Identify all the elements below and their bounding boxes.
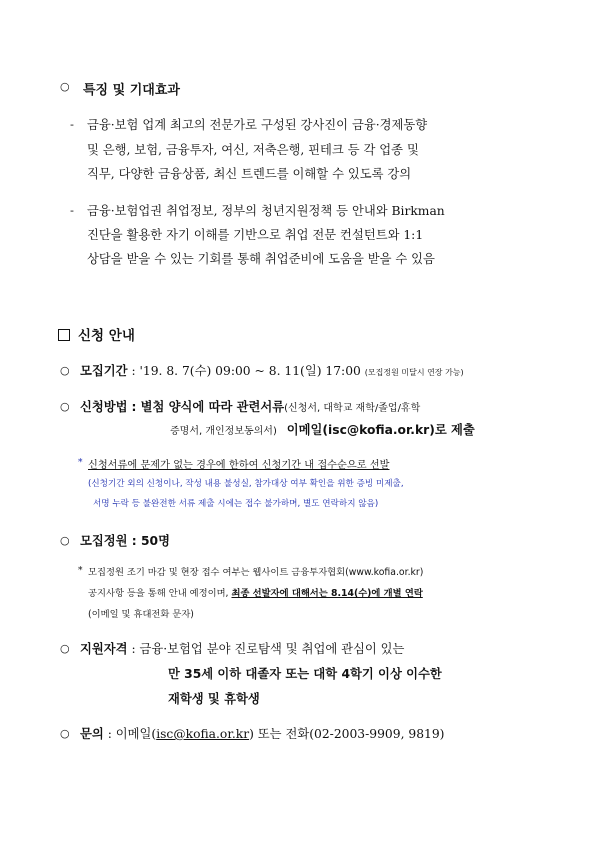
features-p2-line2: 진단을 활용한 자기 이해를 기반으로 취업 전문 컨설턴트와 1:1 — [87, 228, 424, 242]
circle-bullet: ○ — [60, 364, 70, 377]
eligibility-line3: 재학생 및 휴학생 — [168, 692, 260, 706]
eligibility-row — [80, 639, 404, 657]
contact-prefix: : 이메일( — [107, 727, 157, 741]
period-label: 모집기간 — [80, 364, 128, 378]
asterisk-bullet: * — [78, 458, 83, 468]
features-p1-line2: 및 은행, 보험, 금융투자, 여신, 저축은행, 핀테크 등 각 업종 및 — [87, 143, 419, 157]
method-label: 신청방법 — [80, 400, 128, 414]
contact-email-link[interactable]: isc@kofia.or.kr — [156, 727, 250, 741]
note1-line3: 서명 누락 등 불완전한 서류 제출 시에는 접수 불가하며, 별도 연락하지 않음) — [93, 499, 379, 509]
method-value: : 별첨 양식에 따라 관련서류 — [131, 400, 285, 414]
circle-bullet: ○ — [60, 727, 70, 740]
circle-bullet: ○ — [60, 642, 70, 655]
contact-row — [80, 724, 444, 742]
features-p1-line3: 직무, 다양한 금융상품, 최신 트렌드를 이해할 수 있도록 강의 — [87, 167, 412, 181]
note1-line2: (신청기간 외의 신청이나, 작성 내용 불성실, 참가대상 여부 확인을 위한 증빙 미제출, — [88, 479, 404, 489]
checkbox-square-icon — [58, 329, 70, 341]
period-value: : '19. 8. 7(수) 09:00 ~ 8. 11(일) 17:00 — [131, 364, 361, 378]
method-docs-line1: (신청서, 대학교 재학/졸업/휴학 — [284, 403, 421, 414]
period-note: (모집정원 미달시 연장 가능) — [364, 368, 464, 377]
dash-bullet: - — [70, 204, 74, 217]
note2-line2 — [88, 585, 423, 599]
eligibility-line1: : 금융·보험업 분야 진로탐색 및 취업에 관심이 있는 — [131, 642, 405, 656]
note2-line2b: 최종 선발자에 대해서는 8.14(수)에 개별 연락 — [231, 588, 423, 599]
features-heading: 특징 및 기대효과 — [83, 83, 180, 98]
asterisk-bullet: * — [78, 566, 83, 576]
contact-suffix: ) 또는 전화(02-2003-9909, 9819) — [249, 727, 445, 741]
quota: 모집정원 : 50명 — [80, 534, 170, 548]
note2-line3: (이메일 및 휴대전화 문자) — [88, 609, 194, 620]
note2-line2a: 공지사항 등을 통해 안내 예정이며, — [88, 588, 229, 599]
circle-bullet: ○ — [60, 80, 70, 93]
eligibility-label: 지원자격 — [80, 642, 128, 656]
method-email: 이메일(isc@kofia.or.kr)로 제출 — [286, 423, 475, 437]
period-row — [80, 361, 464, 379]
circle-bullet: ○ — [60, 400, 70, 413]
dash-bullet: - — [70, 118, 74, 131]
eligibility-line2: 만 35세 이하 대졸자 또는 대학 4학기 이상 이수한 — [168, 667, 442, 681]
circle-bullet: ○ — [60, 534, 70, 547]
method-row — [80, 397, 420, 415]
method-row-2 — [170, 420, 475, 438]
apply-heading-text: 신청 안내 — [78, 328, 135, 344]
features-p1-line1: 금융·보험 업계 최고의 전문가로 구성된 강사진이 금융·경제동향 — [87, 118, 428, 132]
note1-head: 신청서류에 문제가 없는 경우에 한하여 신청기간 내 접수순으로 선발 — [88, 460, 390, 471]
method-docs-line2: 증명서, 개인정보동의서) — [170, 426, 277, 437]
note2-line1: 모집정원 조기 마감 및 현장 접수 여부는 웹사이트 금융투자협회(www.kofia.or.kr) — [88, 567, 424, 578]
features-p2-line1: 금융·보험업권 취업정보, 정부의 청년지원정책 등 안내와 Birkman — [87, 204, 445, 218]
contact-label: 문의 — [80, 727, 104, 741]
apply-heading — [58, 324, 135, 344]
features-p2-line3: 상담을 받을 수 있는 기회를 통해 취업준비에 도움을 받을 수 있음 — [87, 252, 435, 266]
